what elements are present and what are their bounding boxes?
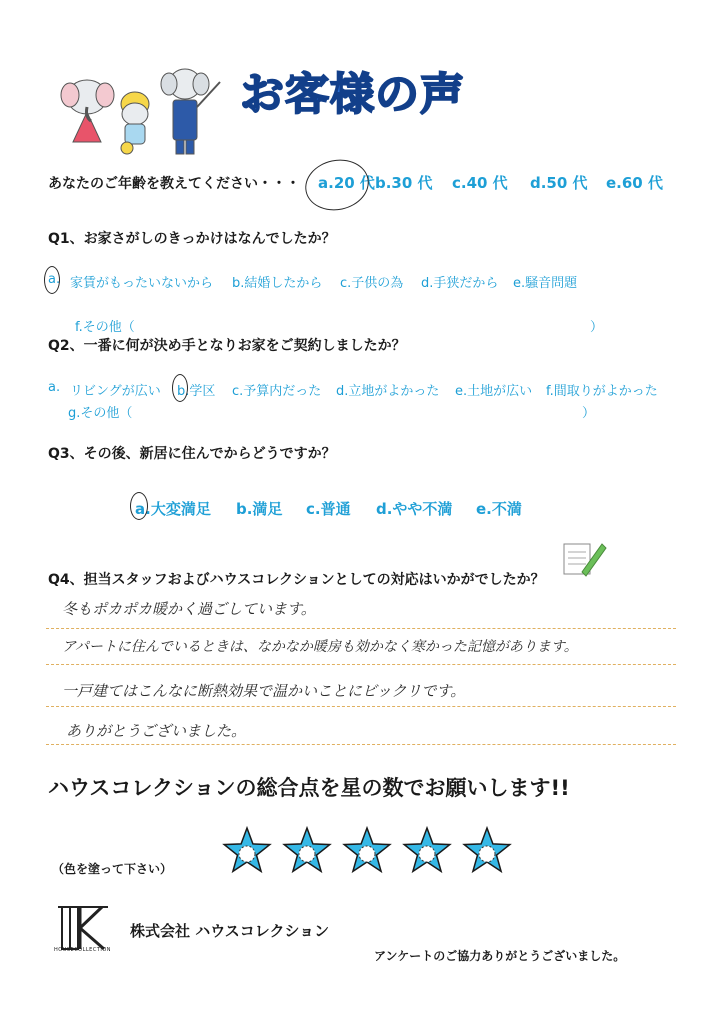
q3-question: Q3、その後、新居に住んでからどうですか？ [48,446,336,462]
answer-rule-3 [46,706,676,707]
age-option-d[interactable]: d.50 代 [530,174,588,192]
page-title: お客様の声 [240,69,465,120]
q2-option-c[interactable]: c.予算内だった [232,384,322,399]
star-1-pattern [239,846,255,862]
age-option-b[interactable]: b.30 代 [375,174,433,192]
q2-option-f[interactable]: f.間取りがよかった [546,384,658,399]
q1-option-c[interactable]: c.子供の為 [340,276,404,291]
age-question: あなたのご年齢を教えてください・・・ [48,176,300,192]
q1-other-open[interactable]: f.その他（ [75,320,135,335]
q3-option-d[interactable]: d.やや不満 [376,500,453,518]
thanks-text: アンケートのご協力ありがとうございました。 [374,949,626,963]
q2-option-b[interactable]: b.学区 [177,384,216,399]
child-elephant-icon [121,92,149,154]
star-5-pattern [479,846,495,862]
q3-selection-circle [130,492,148,520]
q2-option-e[interactable]: e.土地が広い [455,384,533,399]
q2-option-a-letter[interactable]: a. [48,380,61,395]
star-2-pattern [299,846,315,862]
age-selection-circle [301,154,374,216]
q4-question: Q4、担当スタッフおよびハウスコレクションとしての対応はいかがでしたか？ [48,572,545,588]
q3-option-e[interactable]: e.不満 [476,500,522,518]
age-option-e[interactable]: e.60 代 [606,174,663,192]
q2-question: Q2、一番に何が決め手となりお家をご契約しましたか？ [48,338,406,354]
rating-heading: ハウスコレクションの総合点を星の数でお願いします!! [48,776,570,800]
q2-option-d[interactable]: d.立地がよかった [336,384,440,399]
q1-option-a[interactable]: 家賃がもったいないから [70,276,214,291]
notepad-pencil-icon [560,538,608,578]
q1-selection-circle [44,266,60,294]
age-option-c[interactable]: c.40 代 [452,174,508,192]
q2-other-close: ） [582,406,596,421]
star-3-pattern [359,846,375,862]
logo-subtext: HOUSECOLLECTION [54,947,112,953]
star-rating[interactable] [215,822,515,882]
man-elephant-icon [161,69,220,154]
q4-answer-line-1: 冬もポカポカ暖かく過ごしています。 [62,600,316,618]
girl-elephant-icon [61,80,114,142]
q4-answer-line-2: アパートに住んでいるときは、なかなか暖房も効かなく寒かった記憶があります。 [62,639,578,655]
q4-answer-line-3: 一戸建てはこんなに断熱効果で温かいことにビックリです。 [62,682,466,700]
rating-note: （色を塗って下さい） [52,862,173,876]
q3-option-a[interactable]: a.大変満足 [135,500,211,518]
company-name: 株式会社 ハウスコレクション [130,922,330,940]
q2-option-a[interactable]: リビングが広い [70,384,161,399]
q1-question: Q1、お家さがしのきっかけはなんでしたか？ [48,231,336,247]
age-option-a[interactable]: a.20 代 [318,174,375,192]
q1-option-b[interactable]: b.結婚したから [232,276,323,291]
q2-selection-circle [172,374,188,402]
answer-rule-1 [46,628,676,629]
answer-rule-4 [46,744,676,745]
q4-answer-line-4: ありがとうございました。 [66,722,247,740]
q1-option-d[interactable]: d.手狭だから [421,276,499,291]
q3-option-c[interactable]: c.普通 [306,500,351,518]
q1-other-close: ） [590,320,604,335]
mascot-illustration [55,62,225,162]
q1-option-a-letter[interactable]: a. [48,272,61,287]
q2-other-open[interactable]: g.その他（ [68,406,133,421]
answer-rule-2 [46,664,676,665]
q3-option-b[interactable]: b.満足 [236,500,283,518]
star-4-pattern [419,846,435,862]
q1-option-e[interactable]: e.騒音問題 [513,276,578,291]
